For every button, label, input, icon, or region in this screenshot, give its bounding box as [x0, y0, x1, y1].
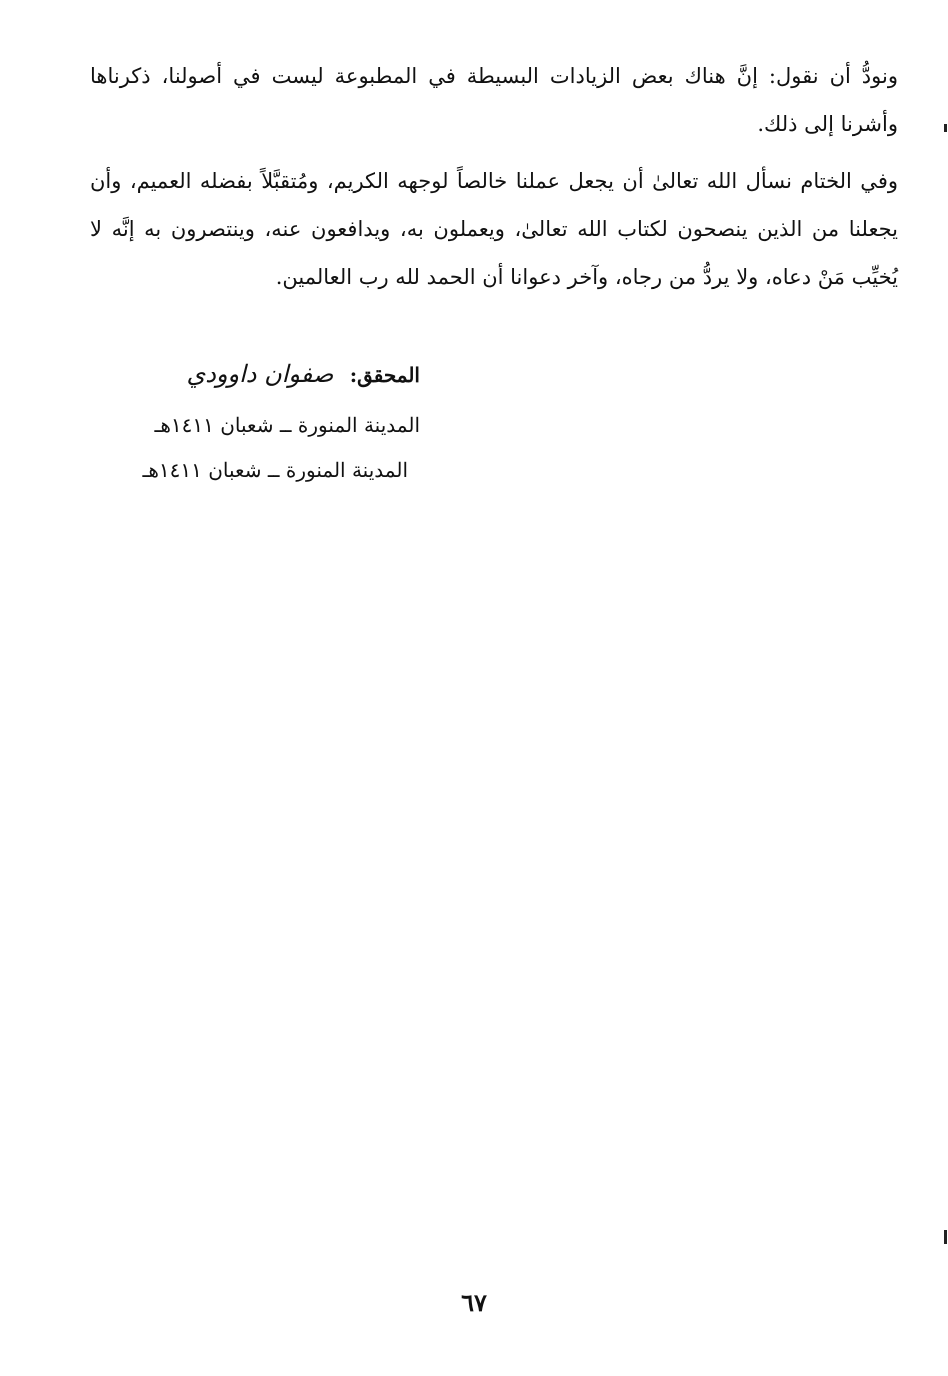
- place-date-line: المدينة المنورة ــ شعبان ١٤١١هـ: [154, 413, 420, 437]
- scan-edge-mark: [944, 124, 947, 132]
- place-date-line: المدينة المنورة ــ شعبان ١٤١١هـ: [142, 458, 408, 482]
- signature-name: صفوان داوودي: [186, 360, 334, 388]
- page-number: ٦٧: [461, 1288, 487, 1317]
- paragraph-text: وفي الختام نسأل الله تعالىٰ أن يجعل عملنا خالصاً لوجهه الكريم، ومُتقبَّلاً بفضله العميم، وأن يجعلنا من الذين ينصحون لكتاب الله تعالىٰ، ويعملون به، ويدافعون عنه، وينتصرون به إنَّه لا يُخيِّب مَنْ دعاه، ولا يردُّ من رجاه، وآخر دعوانا أن الحمد لله رب العالمين.: [90, 169, 898, 289]
- paragraph-closing: [90, 157, 898, 301]
- paragraph-text: ونودُّ أن نقول: إنَّ هناك بعض الزيادات البسيطة في المطبوعة ليست في أصولنا، ذكرناها وأشرنا إلى ذلك.: [90, 64, 898, 136]
- paragraph-note: [90, 52, 898, 148]
- scan-edge-mark: [944, 1230, 947, 1244]
- signature-line: [100, 360, 420, 388]
- signature-label: المحقق:: [349, 363, 420, 387]
